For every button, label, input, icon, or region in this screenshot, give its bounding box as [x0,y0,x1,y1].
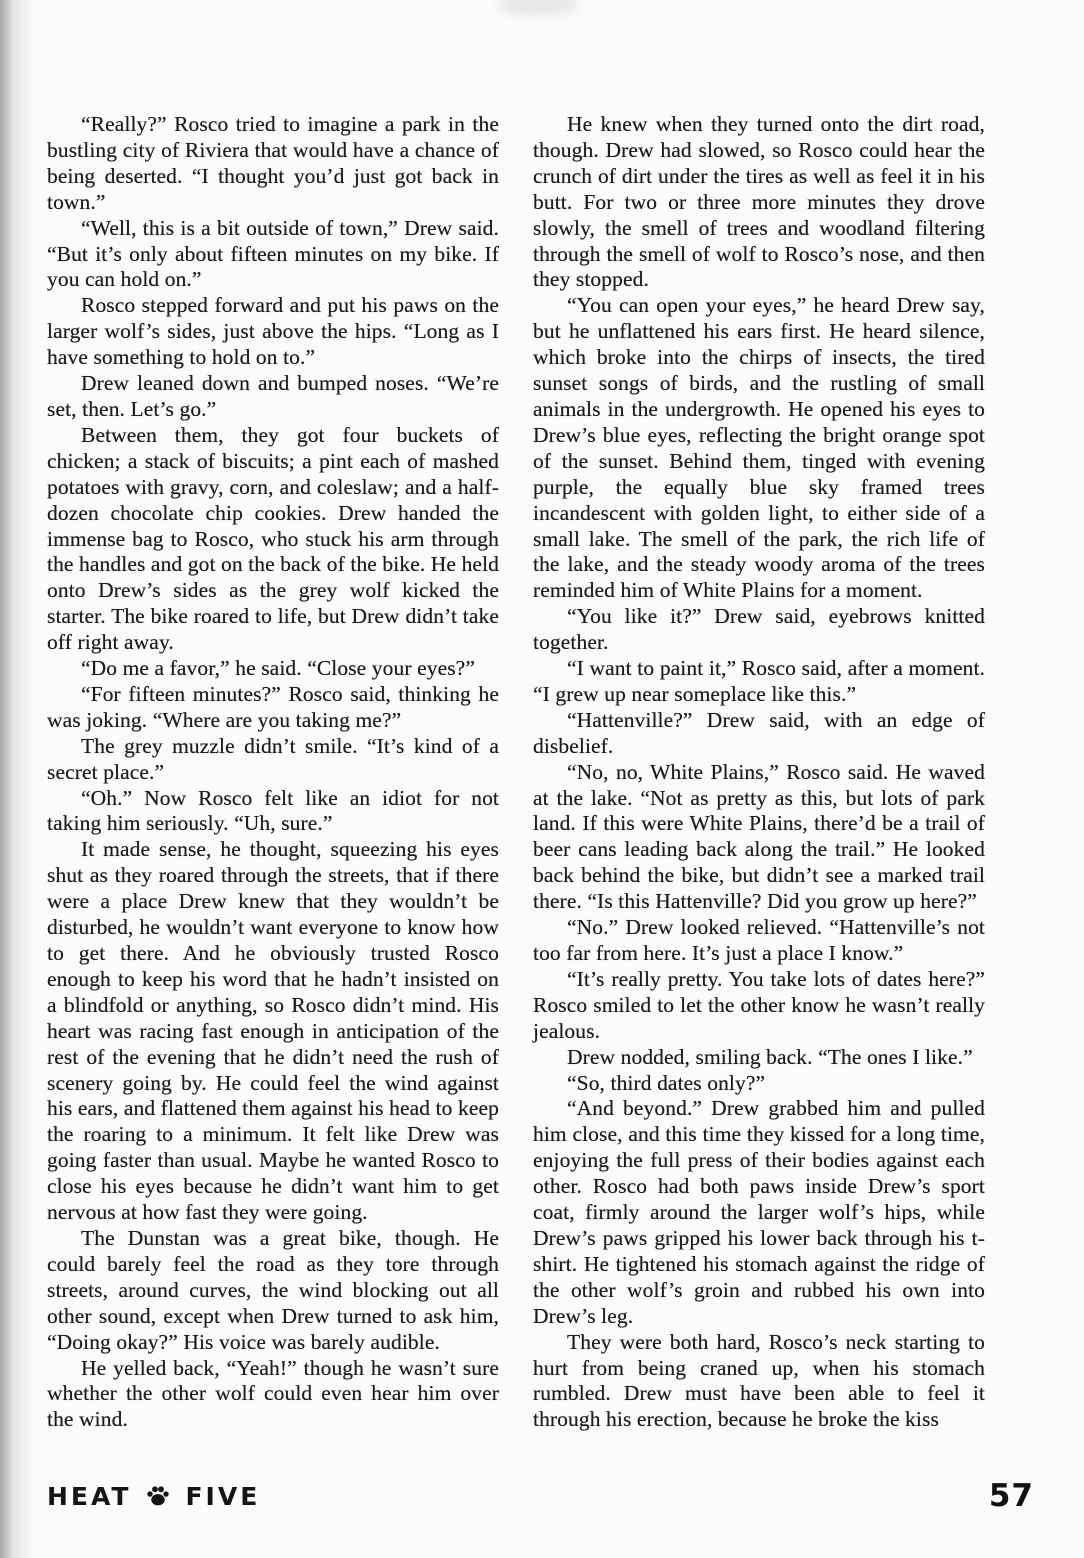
paragraph: Rosco stepped forward and put his paws on the larger wolf’s sides, just above the hips. “Long as I have something to hold on to.” [47,293,499,370]
page-bleed-smudge [498,0,578,16]
paragraph: “For fifteen minutes?” Rosco said, thinking he was joking. “Where are you taking me?” [47,681,499,732]
right-text-column [533,112,985,1433]
paragraph: “You can open your eyes,” he heard Drew say, but he unflattened his ears first. He heard silence, which broke into the chirps of insects, the tired sunset songs of birds, and the rustling of small animals in the undergrowth. He opened his eyes to Drew’s blue eyes, reflecting the bright orange spot of the sunset. Behind them, tinged with evening purple, the equally blue sky framed trees incandescent with golden light, to either side of a small lake. The smell of the park, the rich life of the lake, and the steady woody aroma of the trees reminded him of White Plains for a moment. [533,293,985,603]
paragraph: “No, no, White Plains,” Rosco said. He waved at the lake. “Not as pretty as this, but lots of park land. If this were White Plains, there’d be a trail of beer cans leading back along the trail.” He looked back behind the bike, but didn’t see a marked trail there. “Is this Hattenville? Did you grow up here?” [533,759,985,914]
paragraph: He yelled back, “Yeah!” though he wasn’t sure whether the other wolf could even hear him over the wind. [47,1355,499,1432]
page-number: 57 [988,1478,1034,1514]
paragraph: “Really?” Rosco tried to imagine a park in the bustling city of Riviera that would have a chance of being deserted. “I thought you’d just got back in town.” [47,112,499,214]
paragraph: Between them, they got four buckets of chicken; a stack of biscuits; a pint each of mashed potatoes with gravy, corn, and coleslaw; and a half-dozen chocolate chip cookies. Drew handed the immense bag to Rosco, who stuck his arm through the handles and got on the back of the bike. He held onto Drew’s sides as the grey wolf kicked the starter. The bike roared to life, but Drew didn’t take off right away. [47,422,499,655]
paragraph: “You like it?” Drew said, eyebrows knitted together. [533,604,985,655]
paragraph: “It’s really pretty. You take lots of dates here?” Rosco smiled to let the other know he wasn’t really jealous. [533,966,985,1043]
paragraph: The Dunstan was a great bike, though. He could barely feel the road as they tore through streets, around curves, the wind blocking out all other sound, except when Drew turned to ask him, “Doing okay?” His voice was barely audible. [47,1225,499,1354]
paragraph: It made sense, he thought, squeezing his eyes shut as they roared through the streets, that if there were a place Drew knew that they wouldn’t be disturbed, he wouldn’t want everyone to know how to get there. And he obviously trusted Rosco enough to keep his word that he hadn’t insisted on a blindfold or anything, so Rosco didn’t mind. His heart was racing fast enough in anticipation of the rest of the evening that he didn’t need the rush of scenery going by. He could feel the wind against his ears, and flattened them against his head to keep the roaring to a minimum. It felt like Drew was going faster than usual. Maybe he wanted Rosco to close his eyes because he didn’t want him to get nervous at how fast they were going. [47,837,499,1225]
paragraph: “I want to paint it,” Rosco said, after a moment. “I grew up near someplace like this.” [533,656,985,706]
paragraph: “Hattenville?” Drew said, with an edge of disbelief. [533,707,985,758]
brand-word-heat: HEAT [47,1481,132,1511]
paw-icon [145,1483,171,1509]
paragraph: Drew leaned down and bumped noses. “We’re set, then. Let’s go.” [47,371,499,421]
brand-word-five: FIVE [185,1481,261,1511]
paragraph: Drew nodded, smiling back. “The ones I like.” [567,1044,973,1069]
paragraph: The grey muzzle didn’t smile. “It’s kind of a secret place.” [47,733,499,784]
page-footer [47,1478,1034,1514]
paragraph: They were both hard, Rosco’s neck starting to hurt from being craned up, when his stomach rumbled. Drew must have been able to feel it through his erection, because he broke the kiss [533,1329,985,1432]
paragraph: “Do me a favor,” he said. “Close your eyes?” [81,656,475,681]
left-text-column [47,112,499,1433]
paragraph: “So, third dates only?” [567,1070,766,1095]
paragraph: “And beyond.” Drew grabbed him and pulled him close, and this time they kissed for a long time, enjoying the full press of their bodies against each other. Rosco had both paws inside Drew’s sport coat, firmly around the larger wolf’s hips, while Drew’s paws gripped his lower back through his t-shirt. He tightened his stomach against the ridge of the other wolf’s groin and rubbed his own into Drew’s leg. [533,1096,985,1328]
paragraph: “Well, this is a bit outside of town,” Drew said. “But it’s only about fifteen minutes on my bike. If you can hold on.” [47,215,499,292]
scan-gutter-shadow [0,0,34,1558]
running-footer-title [47,1482,260,1511]
paragraph: “Oh.” Now Rosco felt like an idiot for not taking him seriously. “Uh, sure.” [47,785,499,836]
paragraph: “No.” Drew looked relieved. “Hattenville’s not too far from here. It’s just a place I know.” [533,915,985,965]
paragraph: He knew when they turned onto the dirt road, though. Drew had slowed, so Rosco could hear the crunch of dirt under the tires as well as feel it in his butt. For two or three more minutes they drove slowly, the smell of trees and woodland filtering through the smell of wolf to Rosco’s nose, and then they stopped. [533,112,985,292]
